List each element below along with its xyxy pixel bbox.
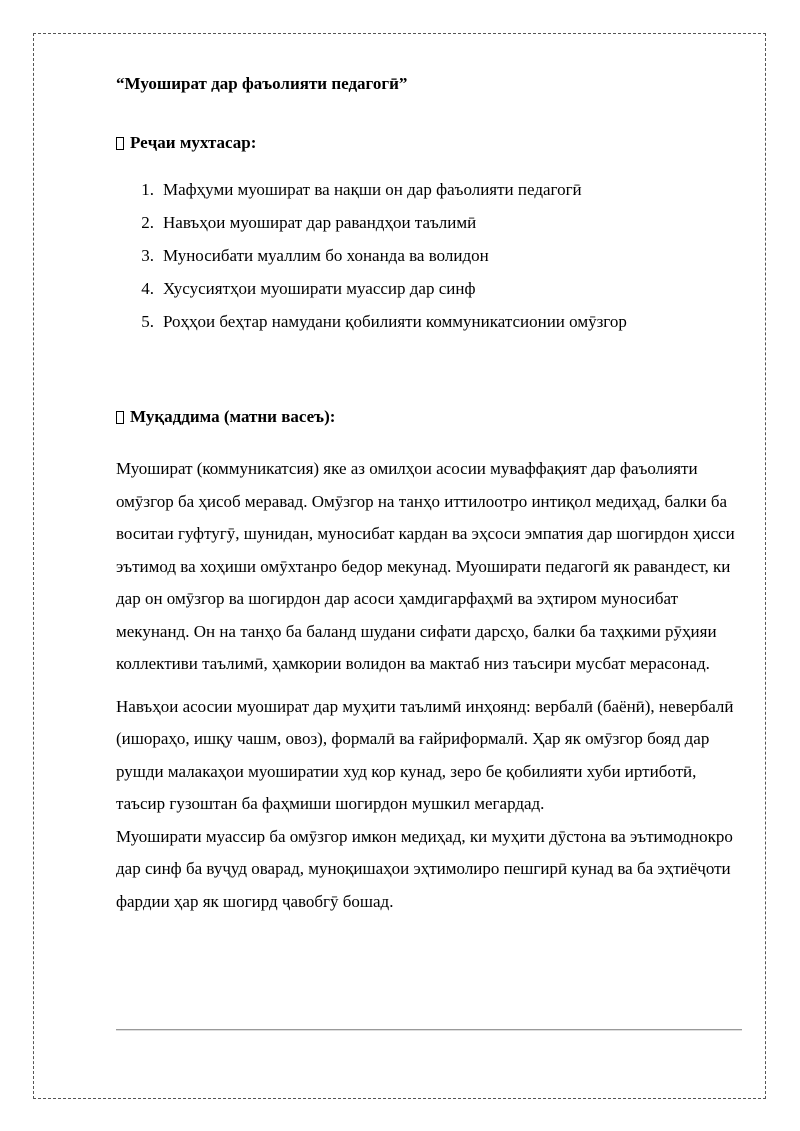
missing-glyph-icon	[116, 137, 124, 150]
divider	[116, 1029, 742, 1030]
list-item-text: Муносибати муаллим бо хонанда ва волидон	[163, 246, 489, 265]
missing-glyph-icon	[116, 411, 124, 424]
summary-list	[116, 179, 746, 333]
intro-heading-text: Муқаддима (матни васеъ):	[130, 407, 336, 426]
document-title: “Муошират дар фаъолияти педагогӣ”	[116, 74, 408, 93]
list-item-text: Хусусиятҳои муоширати муассир дар синф	[163, 279, 476, 298]
list-item	[116, 311, 746, 333]
list-item-text: Мафҳуми муошират ва нақши он дар фаъолияти педагогӣ	[163, 180, 582, 199]
list-item-number: 3.	[141, 246, 154, 265]
list-item-number: 4.	[141, 279, 154, 298]
list-item	[116, 245, 746, 267]
list-item	[116, 212, 746, 234]
summary-heading-text: Реҷаи мухтасар:	[130, 133, 257, 152]
intro-heading	[116, 405, 746, 429]
list-item-text: Навъҳои муошират дар равандҳои таълимӣ	[163, 213, 477, 232]
list-item-number: 5.	[141, 312, 154, 331]
intro-paragraph-1: Муошират (коммуникатсия) яке аз омилҳои асосии муваффақият дар фаъолияти омӯзгор ба ҳисоб меравад. Омӯзгор на танҳо иттилоотро интиқол медиҳад, балки ба воситаи гуфтугӯ, шунидан, муносибат кардан ва эҳсоси эмпатия дар шогирдон ҳисси эътимод ва хоҳиши омӯхтанро бедор мекунад. Муоширати педагогӣ як равандест, ки дар он омӯзгор ва шогирдон дар асоси ҳамдигарфаҳмӣ ва эҳтиром муносибат мекунанд. Он на танҳо ба баланд шудани сифати дарсҳо, балки ба таҳкими рӯҳияи коллективи таълимӣ, ҳамкории волидон ва мактаб низ таъсири мусбат мерасонад.	[116, 459, 735, 673]
document-body	[116, 72, 746, 918]
list-item-number: 2.	[141, 213, 154, 232]
list-item-text: Роҳҳои беҳтар намудани қобилияти коммуникатсионии омӯзгор	[163, 312, 627, 331]
list-item-number: 1.	[141, 180, 154, 199]
list-item	[116, 278, 746, 300]
intro-paragraph-2b: Муоширати муассир ба омӯзгор имкон медиҳад, ки муҳити дӯстона ва эътимоднокро дар синф ба вуҷуд оварад, муноқишаҳои эҳтимолиро пешгирӣ кунад ва ба эҳтиёҷоти фардии ҳар як шогирд ҷавобгӯ бошад.	[116, 826, 733, 911]
intro-paragraph-2a: Навъҳои асосии муошират дар муҳити таълимӣ инҳоянд: вербалӣ (баёнӣ), невербалӣ (ишораҳо, ишқу чашм, овоз), формалӣ ва ғайриформалӣ. Ҳар як омӯзгор бояд дар рушди малакаҳои муоширатии худ кор кунад, зеро бе қобилияти хуби иртиботӣ, таъсир гузоштан ба фаҳмиши шогирдон мушкил мегардад.	[116, 696, 734, 813]
list-item	[116, 179, 746, 201]
summary-heading	[116, 131, 746, 155]
